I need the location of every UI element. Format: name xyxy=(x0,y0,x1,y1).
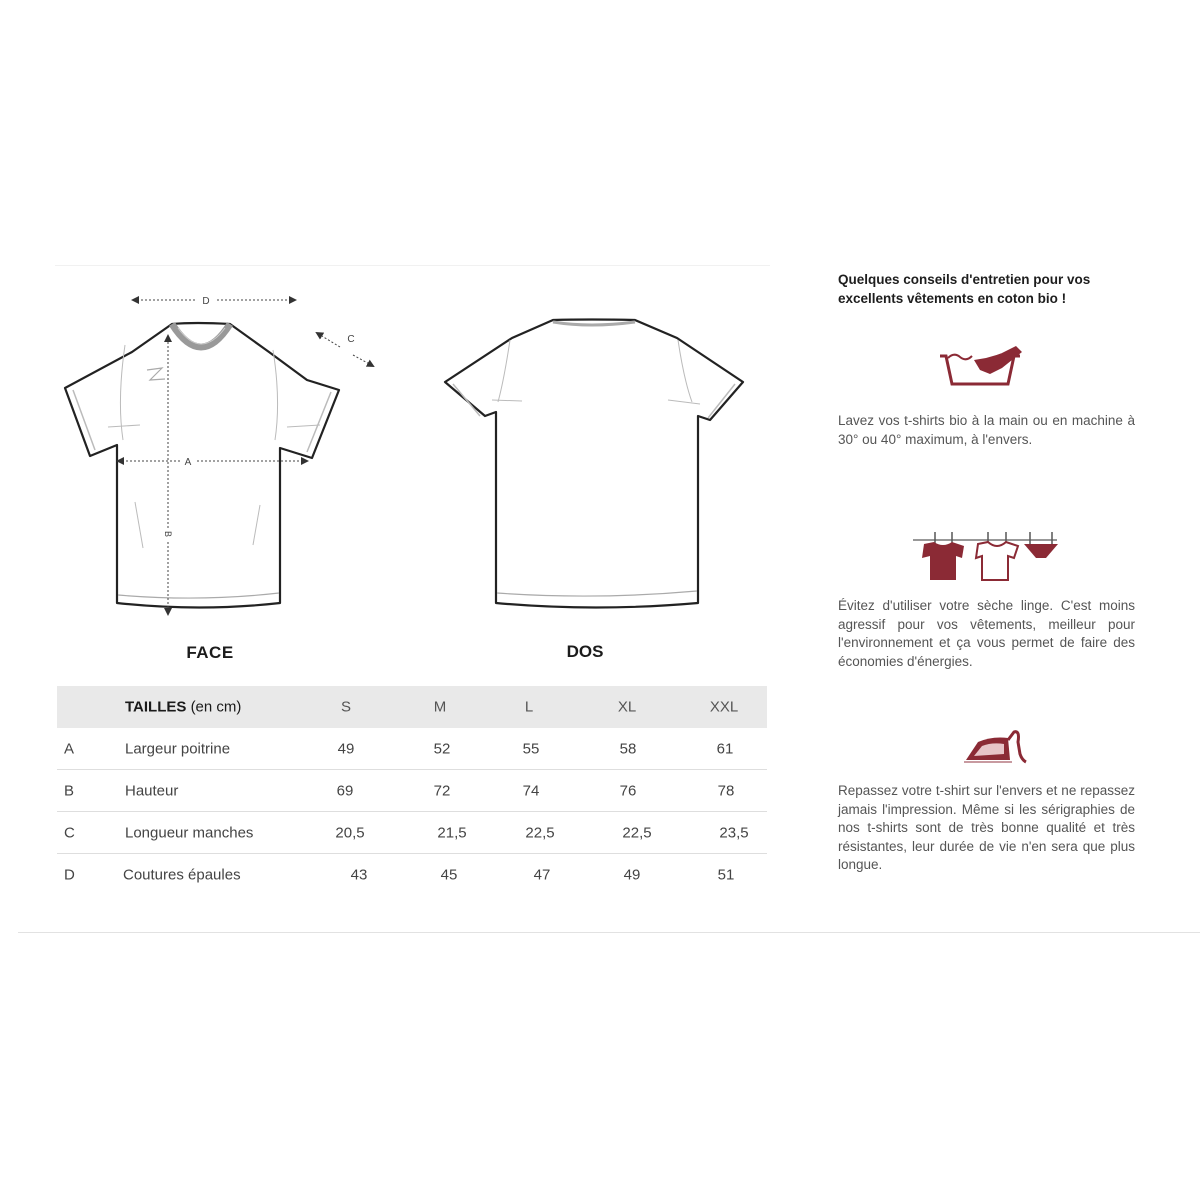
care-tip-iron: Repassez votre t-shirt sur l'envers et ne repassez jamais l'impression. Même si les sérigraphies de nos t-shirts sont de très bonne qualité et très résistantes, leur durée de vie n'en sera que plus longue. xyxy=(838,783,1135,872)
tshirt-front-back-illustration xyxy=(55,280,770,670)
value-xxl: 78 xyxy=(717,782,735,799)
size-table-header xyxy=(57,686,767,728)
top-divider xyxy=(55,265,770,266)
size-header-s: S xyxy=(340,698,352,716)
table-title: TAILLES (en cm) xyxy=(125,698,242,716)
iron-icon xyxy=(962,728,1028,764)
value-l: 55 xyxy=(522,740,540,757)
marker-b: B xyxy=(163,530,173,538)
table-row xyxy=(57,812,767,854)
back-tshirt-icon xyxy=(445,320,743,608)
value-xl: 49 xyxy=(623,866,641,883)
value-s: 49 xyxy=(337,740,355,757)
value-xl: 58 xyxy=(619,740,637,757)
table-row xyxy=(57,854,767,895)
marker-a: A xyxy=(184,457,192,468)
row-code: A xyxy=(64,740,75,757)
value-xl: 76 xyxy=(619,782,637,799)
marker-c: C xyxy=(347,334,355,345)
row-label: Longueur manches xyxy=(125,824,254,841)
row-label: Largeur poitrine xyxy=(125,740,231,757)
row-code: B xyxy=(64,782,75,799)
care-tip-wash: Lavez vos t-shirts bio à la main ou en machine à 30° ou 40° maximum, à l'envers. xyxy=(838,413,1135,447)
value-l: 22,5 xyxy=(525,824,555,841)
value-s: 69 xyxy=(336,782,354,799)
size-table xyxy=(57,686,767,895)
size-header-xl: XL xyxy=(617,698,637,716)
value-xxl: 23,5 xyxy=(719,824,749,841)
row-code: D xyxy=(64,866,75,883)
table-row xyxy=(57,728,767,770)
value-s: 20,5 xyxy=(335,824,365,841)
value-xl: 22,5 xyxy=(622,824,652,841)
back-view-label: DOS xyxy=(566,642,604,661)
row-label: Hauteur xyxy=(125,782,179,799)
size-header-xxl: XXL xyxy=(709,698,739,716)
clothesline-icon xyxy=(910,528,1060,584)
care-tip-dryer: Évitez d'utiliser votre sèche linge. C'est moins agressif pour vos vêtements, meilleur pour l'environnement et ça vous permet de faire des économies d'énergies. xyxy=(838,598,1135,669)
value-l: 47 xyxy=(533,866,551,883)
size-header-l: L xyxy=(524,698,534,716)
front-tshirt-icon xyxy=(65,323,339,608)
marker-d: D xyxy=(202,296,210,307)
value-s: 43 xyxy=(350,866,368,883)
tshirt-diagram xyxy=(55,280,770,670)
value-xxl: 51 xyxy=(717,866,735,883)
value-m: 52 xyxy=(433,740,451,757)
front-view-label: FACE xyxy=(186,643,234,662)
table-row xyxy=(57,770,767,812)
value-m: 21,5 xyxy=(437,824,467,841)
value-l: 74 xyxy=(522,782,540,799)
value-m: 45 xyxy=(440,866,458,883)
bottom-divider xyxy=(18,932,1200,933)
hand-wash-icon xyxy=(936,344,1028,390)
value-xxl: 61 xyxy=(716,740,734,757)
size-header-m: M xyxy=(433,698,447,716)
row-code: C xyxy=(64,824,75,841)
value-m: 72 xyxy=(433,782,451,799)
care-title: Quelques conseils d'entretien pour vos excellents vêtements en coton bio ! xyxy=(838,272,1091,306)
row-label: Coutures épaules xyxy=(123,866,241,883)
